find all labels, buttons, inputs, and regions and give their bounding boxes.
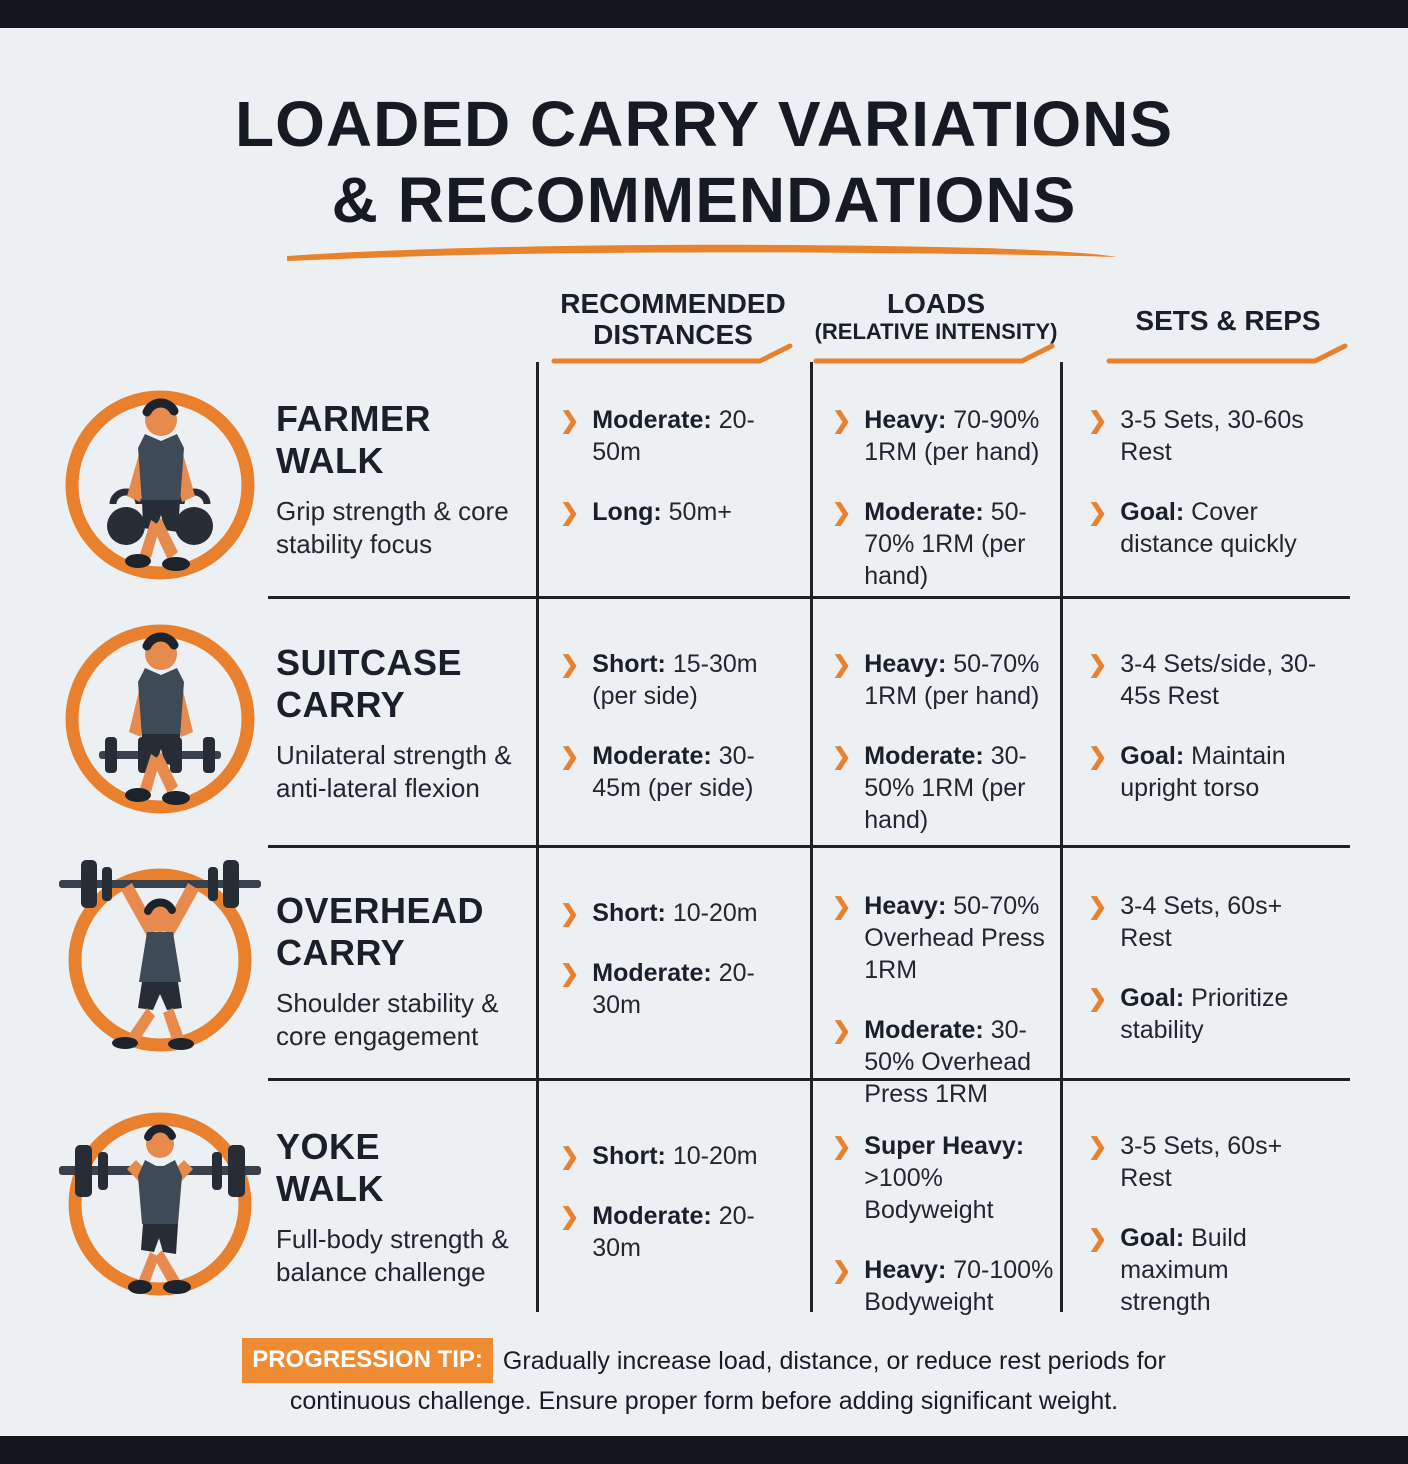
progression-tip-line1 xyxy=(0,1338,1408,1383)
column-header-loads xyxy=(806,288,1066,345)
distance-item: ❯ Short: 10-20m xyxy=(560,1142,758,1170)
chevron-bullet-icon: ❯ xyxy=(1088,985,1108,1011)
chevron-bullet-icon: ❯ xyxy=(1088,1133,1108,1159)
chevron-bullet-icon: ❯ xyxy=(832,651,852,677)
sets-cell xyxy=(1088,404,1323,560)
table-divider xyxy=(268,1078,1350,1081)
chevron-bullet-icon: ❯ xyxy=(832,1017,852,1043)
exercise-name-cell xyxy=(276,398,534,561)
sets-item: ❯ 3-5 Sets, 30-60s Rest xyxy=(1088,406,1304,466)
exercise-title: SUITCASE CARRY xyxy=(276,642,463,725)
progression-tip xyxy=(0,1338,1408,1419)
load-item: ❯ Heavy: 50-70% 1RM (per hand) xyxy=(832,650,1040,710)
load-item: ❯ Super Heavy: >100% Bodyweight xyxy=(832,1132,1025,1224)
load-item: ❯ Heavy: 70-90% 1RM (per hand) xyxy=(832,406,1040,466)
chevron-bullet-icon: ❯ xyxy=(832,1257,852,1283)
table-divider xyxy=(1060,362,1063,1312)
farmer-walk-icon xyxy=(55,378,265,588)
exercise-title: OVERHEAD CARRY xyxy=(276,890,485,973)
chevron-bullet-icon: ❯ xyxy=(560,1143,580,1169)
header-underline-icon xyxy=(550,342,795,366)
top-frame-bar xyxy=(0,0,1408,28)
distances-cell xyxy=(560,404,770,528)
distances-cell xyxy=(560,648,770,804)
column-header-distances-line1: RECOMMENDED xyxy=(560,288,786,319)
chevron-bullet-icon: ❯ xyxy=(832,499,852,525)
progression-tip-label: PROGRESSION TIP: xyxy=(242,1338,493,1383)
table-divider xyxy=(268,845,1350,848)
chevron-bullet-icon: ❯ xyxy=(832,893,852,919)
table-divider xyxy=(268,596,1350,599)
chevron-bullet-icon: ❯ xyxy=(560,960,580,986)
exercise-name-cell xyxy=(276,642,534,805)
exercise-title: YOKE WALK xyxy=(276,1126,384,1209)
load-item: ❯ Heavy: 50-70% Overhead Press 1RM xyxy=(832,892,1045,984)
distance-item: ❯ Moderate: 20-50m xyxy=(560,406,755,466)
load-item: ❯ Moderate: 30-50% Overhead Press 1RM xyxy=(832,1016,1032,1108)
sets-item: ❯ 3-4 Sets, 60s+ Rest xyxy=(1088,892,1283,952)
load-item: ❯ Moderate: 30-50% 1RM (per hand) xyxy=(832,742,1027,834)
chevron-bullet-icon: ❯ xyxy=(560,900,580,926)
load-item: ❯ Moderate: 50-70% 1RM (per hand) xyxy=(832,498,1027,590)
sets-item: ❯ Goal: Prioritize stability xyxy=(1088,984,1289,1044)
loads-cell xyxy=(832,404,1054,592)
distance-item: ❯ Moderate: 20-30m xyxy=(560,1202,755,1262)
distance-item: ❯ Moderate: 30-45m (per side) xyxy=(560,742,755,802)
chevron-bullet-icon: ❯ xyxy=(832,743,852,769)
distance-item: ❯ Long: 50m+ xyxy=(560,498,732,526)
chevron-bullet-icon: ❯ xyxy=(560,407,580,433)
loads-cell xyxy=(832,1130,1054,1318)
chevron-bullet-icon: ❯ xyxy=(560,499,580,525)
progression-tip-text2: continuous challenge. Ensure proper form before adding significant weight. xyxy=(289,1387,1119,1415)
exercise-title: FARMER WALK xyxy=(276,398,431,481)
suitcase-carry-icon xyxy=(55,612,265,822)
title-underline-brush-icon xyxy=(283,240,1121,266)
column-header-distances xyxy=(543,288,803,350)
chevron-bullet-icon: ❯ xyxy=(832,407,852,433)
progression-tip-text1: Gradually increase load, distance, or reduce rest periods for xyxy=(502,1346,1166,1375)
sets-item: ❯ 3-4 Sets/side, 30-45s Rest xyxy=(1088,650,1317,710)
chevron-bullet-icon: ❯ xyxy=(560,743,580,769)
sets-item: ❯ Goal: Cover distance quickly xyxy=(1088,498,1297,558)
distances-cell xyxy=(560,897,770,1021)
table-divider xyxy=(810,362,813,1312)
exercise-description: Full-body strength & balance challenge xyxy=(276,1224,509,1287)
chevron-bullet-icon: ❯ xyxy=(560,651,580,677)
chevron-bullet-icon: ❯ xyxy=(832,1133,852,1159)
yoke-walk-icon xyxy=(55,1094,265,1304)
column-header-sets xyxy=(1098,305,1358,336)
table-divider xyxy=(536,362,539,1312)
exercise-description: Unilateral strength & anti-lateral flexion xyxy=(276,740,512,803)
sets-cell xyxy=(1088,890,1323,1046)
distance-item: ❯ Short: 10-20m xyxy=(560,899,758,927)
sets-cell xyxy=(1088,1130,1323,1318)
overhead-carry-icon xyxy=(55,850,265,1060)
chevron-bullet-icon: ❯ xyxy=(560,1203,580,1229)
header-underline-icon xyxy=(1105,342,1350,366)
loads-cell xyxy=(832,890,1054,1110)
load-item: ❯ Heavy: 70-100% Bodyweight xyxy=(832,1256,1054,1316)
exercise-description: Grip strength & core stability focus xyxy=(276,496,509,559)
loads-cell xyxy=(832,648,1054,836)
page-title-line2: & RECOMMENDATIONS xyxy=(331,164,1077,236)
column-header-loads-line2: (RELATIVE INTENSITY) xyxy=(814,319,1058,344)
exercise-description: Shoulder stability & core engagement xyxy=(276,988,499,1051)
exercise-name-cell xyxy=(276,890,534,1053)
header-underline-icon xyxy=(812,342,1057,366)
chevron-bullet-icon: ❯ xyxy=(1088,499,1108,525)
chevron-bullet-icon: ❯ xyxy=(1088,1225,1108,1251)
sets-cell xyxy=(1088,648,1323,804)
bottom-frame-bar xyxy=(0,1436,1408,1464)
sets-item: ❯ Goal: Build maximum strength xyxy=(1088,1224,1247,1316)
column-header-distances-line2: DISTANCES xyxy=(593,319,753,350)
page-title xyxy=(0,86,1408,238)
distances-cell xyxy=(560,1140,770,1264)
chevron-bullet-icon: ❯ xyxy=(1088,893,1108,919)
sets-item: ❯ Goal: Maintain upright torso xyxy=(1088,742,1286,802)
distance-item: ❯ Moderate: 20-30m xyxy=(560,959,755,1019)
chevron-bullet-icon: ❯ xyxy=(1088,407,1108,433)
chevron-bullet-icon: ❯ xyxy=(1088,651,1108,677)
column-header-loads-line1: LOADS xyxy=(887,288,985,319)
page-title-line1: LOADED CARRY VARIATIONS xyxy=(235,88,1173,160)
distance-item: ❯ Short: 15-30m (per side) xyxy=(560,650,758,710)
sets-item: ❯ 3-5 Sets, 60s+ Rest xyxy=(1088,1132,1283,1192)
chevron-bullet-icon: ❯ xyxy=(1088,743,1108,769)
column-header-sets-line1: SETS & REPS xyxy=(1135,305,1321,336)
exercise-name-cell xyxy=(276,1126,534,1289)
